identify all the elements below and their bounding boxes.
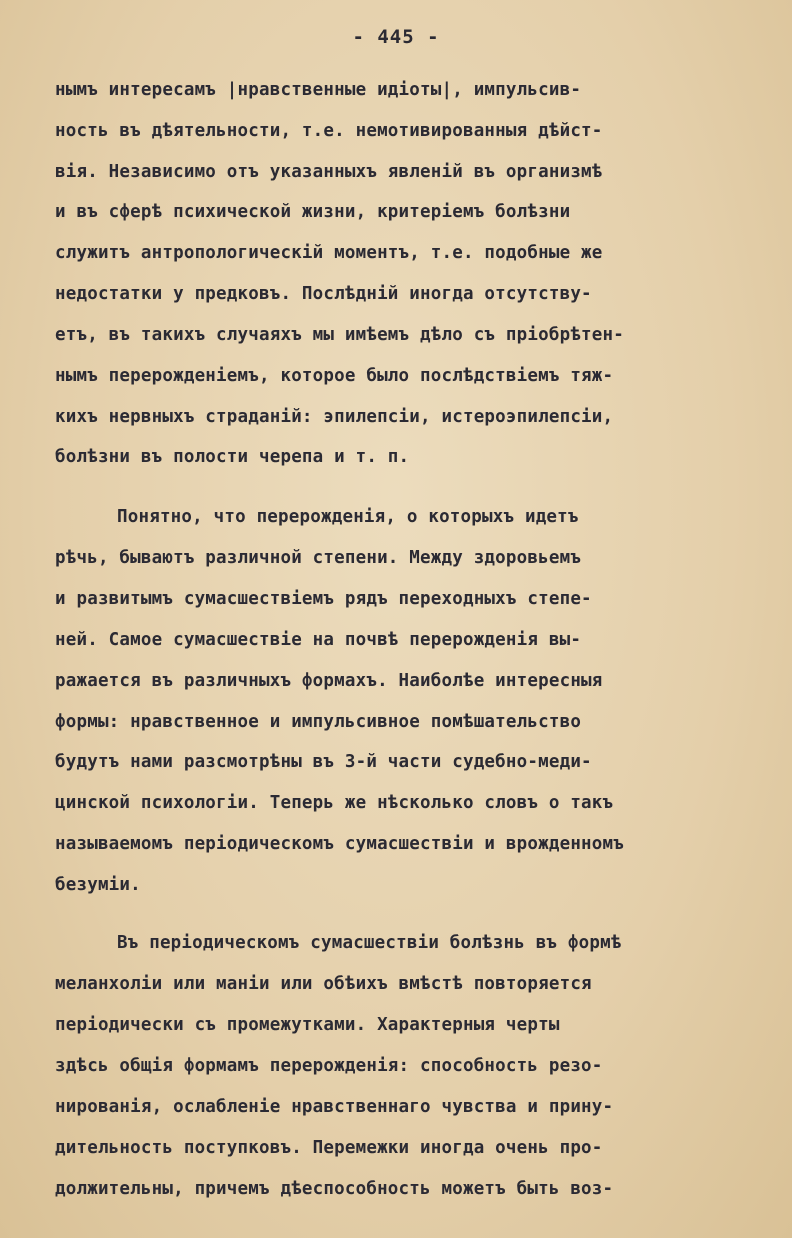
text-line: и развитымъ сумасшествіемъ рядъ переходныхъ степе- (55, 589, 592, 609)
text-line: ность въ дѣятельности, т.е. немотивированныя дѣйст- (55, 121, 603, 141)
text-line: служитъ антропологическій моментъ, т.е. подобные же (55, 243, 603, 263)
text-line: недостатки у предковъ. Послѣдній иногда отсутству- (55, 284, 592, 304)
text-line: етъ, въ такихъ случаяхъ мы имѣемъ дѣло съ пріобрѣтен- (55, 325, 625, 345)
text-line: и въ сферѣ психической жизни, критеріемъ болѣзни (55, 202, 571, 222)
text-line: здѣсь общія формамъ перерожденія: способность резо- (55, 1056, 603, 1076)
text-line: нированія, ослабленіе нравственнаго чувства и прину- (55, 1097, 614, 1117)
text-line: меланхоліи или маніи или обѣихъ вмѣстѣ повторяется (55, 974, 592, 994)
text-line: называемомъ періодическомъ сумасшествіи и врожденномъ (55, 834, 625, 854)
paragraph-start-line: Въ періодическомъ сумасшествіи болѣзнь въ формѣ (117, 933, 622, 953)
text-line: періодически съ промежутками. Характерныя черты (55, 1015, 560, 1035)
text-line: болѣзни въ полости черепа и т. п. (55, 447, 410, 467)
text-line: безуміи. (55, 875, 141, 895)
text-line: формы: нравственное и импульсивное помѣшательство (55, 712, 582, 732)
text-line: ней. Самое сумасшествіе на почвѣ перерожденія вы- (55, 630, 582, 650)
page-number: - 445 - (352, 26, 440, 48)
text-line: дительность поступковъ. Перемежки иногда очень про- (55, 1138, 603, 1158)
text-line: рѣчь, бываютъ различной степени. Между здоровьемъ (55, 548, 582, 568)
text-line: будутъ нами разсмотрѣны въ 3-й части судебно-меди- (55, 752, 592, 772)
text-line: ражается въ различныхъ формахъ. Наиболѣе интересныя (55, 671, 603, 691)
text-line: нымъ перерожденіемъ, которое было послѣдствіемъ тяж- (55, 366, 614, 386)
text-line: должительны, причемъ дѣеспособность можетъ быть воз- (55, 1179, 614, 1199)
paragraph-start-line: Понятно, что перерожденія, о которыхъ идетъ (117, 507, 579, 527)
text-line: цинской психологіи. Теперь же нѣсколько словъ о такъ (55, 793, 614, 813)
text-line: нымъ интересамъ |нравственные идіоты|, импульсив- (55, 80, 582, 100)
text-line: кихъ нервныхъ страданій: эпилепсіи, истероэпилепсіи, (55, 407, 614, 427)
text-line: вія. Независимо отъ указанныхъ явленій въ организмѣ (55, 162, 603, 182)
